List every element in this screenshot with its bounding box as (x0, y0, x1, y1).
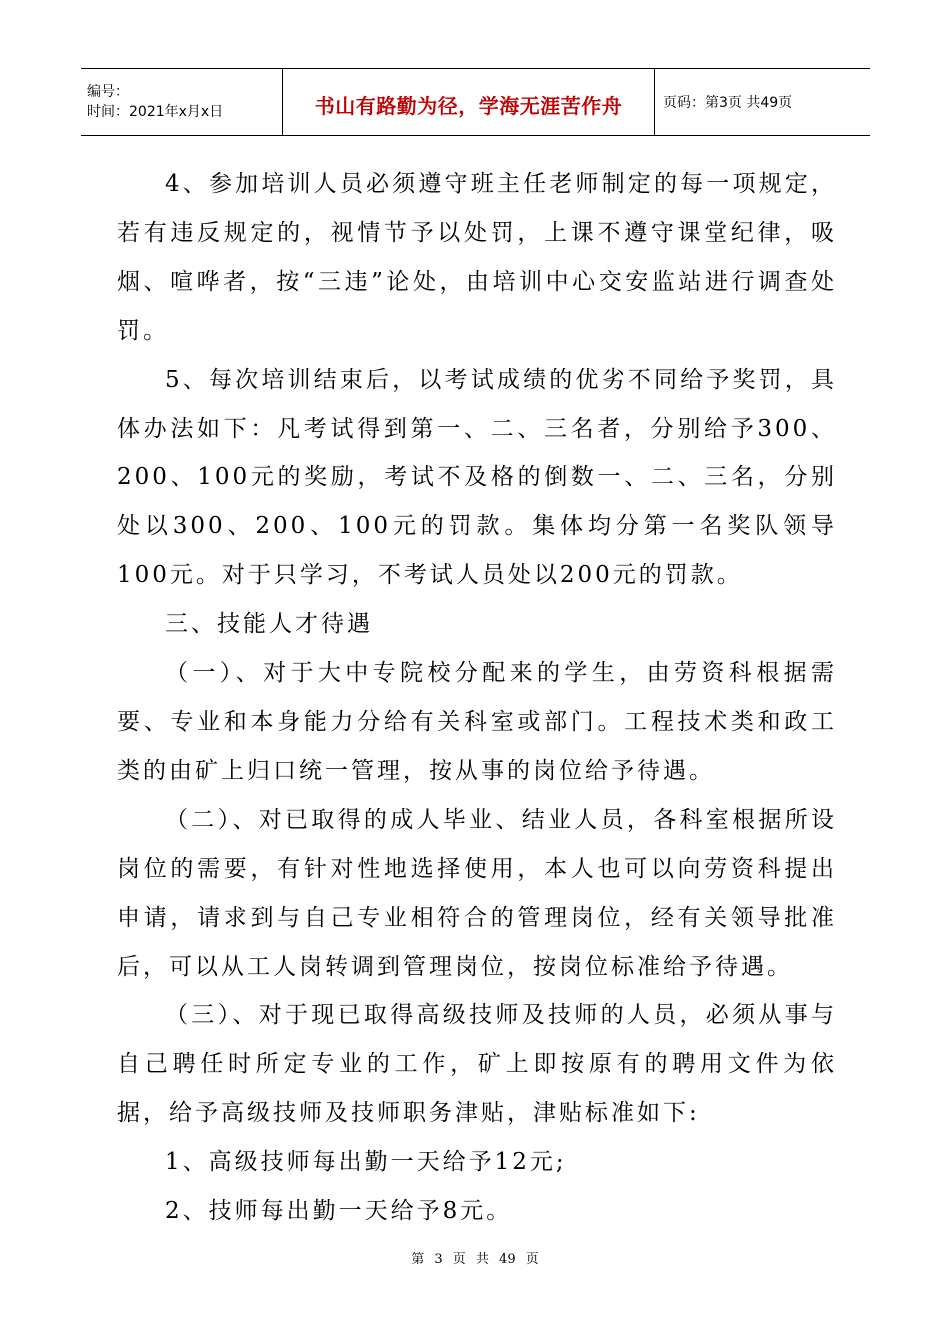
header-page-cell (655, 69, 870, 135)
page-footer: 第 3 页 共 49 页 (411, 1252, 539, 1267)
paragraph-allowance-2: 2、技师每出勤一天给予8元。 (165, 1198, 513, 1225)
paragraph-item-2: （二）、对已取得的成人毕业、结业人员，各科室根据所设岗位的需要，有针对性地选择使用，本人也可以向劳资科提出申请，请求到与自己专业相符合的管理岗位，经有关领导批准后，可以从工人岗转调到管理岗位，按岗位标准给予待遇。 (117, 806, 837, 980)
paragraph-item-3: （三）、对于现已取得高级技师及技师的人员，必须从事与自己聘任时所定专业的工作，矿上即按原有的聘用文件为依据，给予高级技师及技师职务津贴，津贴标准如下: (117, 1002, 837, 1127)
paragraph-rule-5: 5、每次培训结束后，以考试成绩的优劣不同给予奖罚，具体办法如下：凡考试得到第一、二、三名者，分别给予300、200、100元的奖励，考试不及格的倒数一、二、三名，分别处以300、200、100元的罚款。集体均分第一名奖队领导100元。对于只学习，不考试人员处以200元的罚款。 (117, 366, 837, 589)
header-motto-cell (283, 69, 655, 135)
header-motto: 书山有路勤为径，学海无涯苦作舟 (314, 93, 623, 118)
document-number-label: 编号： (87, 84, 129, 100)
header-meta-cell (81, 69, 283, 135)
section-heading-talent-treatment: 三、技能人才待遇 (165, 611, 373, 638)
header-page-info: 页码：第3页 共49页 (663, 95, 793, 111)
document-date: 时间：2021年x月x日 (87, 104, 224, 120)
paragraph-item-1: （一）、对于大中专院校分配来的学生，由劳资科根据需要、专业和本身能力分给有关科室或部门。工程技术类和政工类的由矿上归口统一管理，按从事的岗位给予待遇。 (117, 660, 837, 784)
paragraph-rule-4: 4、参加培训人员必须遵守班主任老师制定的每一项规定，若有违反规定的，视情节予以处罚，上课不遵守课堂纪律，吸烟、喧哗者，按“三违”论处，由培训中心交安监站进行调查处罚。 (117, 171, 837, 344)
document-body (117, 160, 837, 1236)
document-header (81, 68, 870, 136)
paragraph-allowance-1: 1、高级技师每出勤一天给予12元; (165, 1149, 567, 1176)
